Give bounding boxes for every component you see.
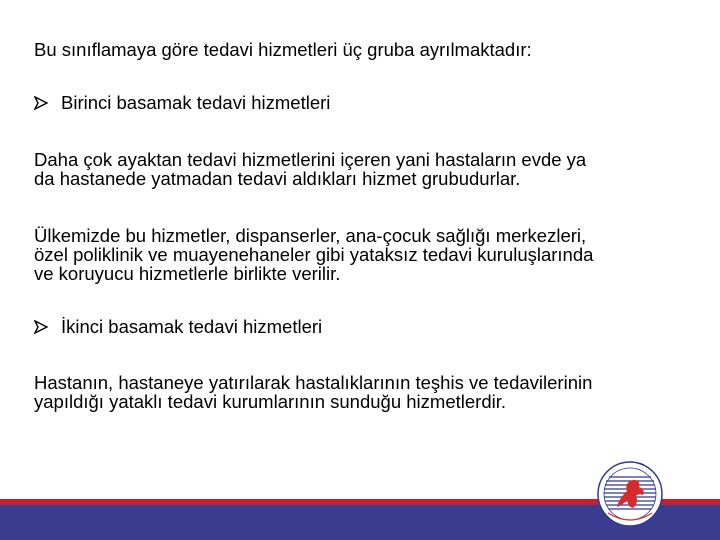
section1-para2-line3: ve koruyucu hizmetlerle birlikte verilir. — [34, 263, 341, 284]
arrow-bullet-icon — [34, 96, 48, 110]
section2-para1-line2: yapıldığı yataklı tedavi kurumlarının sunduğu hizmetlerdir. — [34, 391, 506, 412]
section2-heading: İkinci basamak tedavi hizmetleri — [61, 316, 323, 337]
section1-para2-line2: özel poliklinik ve muayenehaneler gibi yataksız tedavi kuruluşlarında — [34, 244, 594, 265]
arrow-bullet-icon — [34, 320, 48, 334]
bullet-ikinci-basamak — [34, 317, 322, 336]
university-logo-icon — [597, 461, 663, 527]
section1-para1-line1: Daha çok ayaktan tedavi hizmetlerini içeren yani hastaların evde ya — [34, 149, 587, 170]
section1-para2-line1: Ülkemizde bu hizmetler, dispanserler, ana-çocuk sağlığı merkezleri, — [34, 225, 587, 246]
section1-heading: Birinci basamak tedavi hizmetleri — [61, 92, 331, 113]
section2-para1-line1: Hastanın, hastaneye yatırılarak hastalıklarının teşhis ve tedavilerinin — [34, 372, 593, 393]
section1-para1-line2: da hastanede yatmadan tedavi aldıkları hizmet grubudurlar. — [34, 168, 521, 189]
intro-text: Bu sınıflamaya göre tedavi hizmetleri üç gruba ayrılmaktadır: — [34, 39, 532, 60]
bullet-birinci-basamak — [34, 93, 330, 112]
